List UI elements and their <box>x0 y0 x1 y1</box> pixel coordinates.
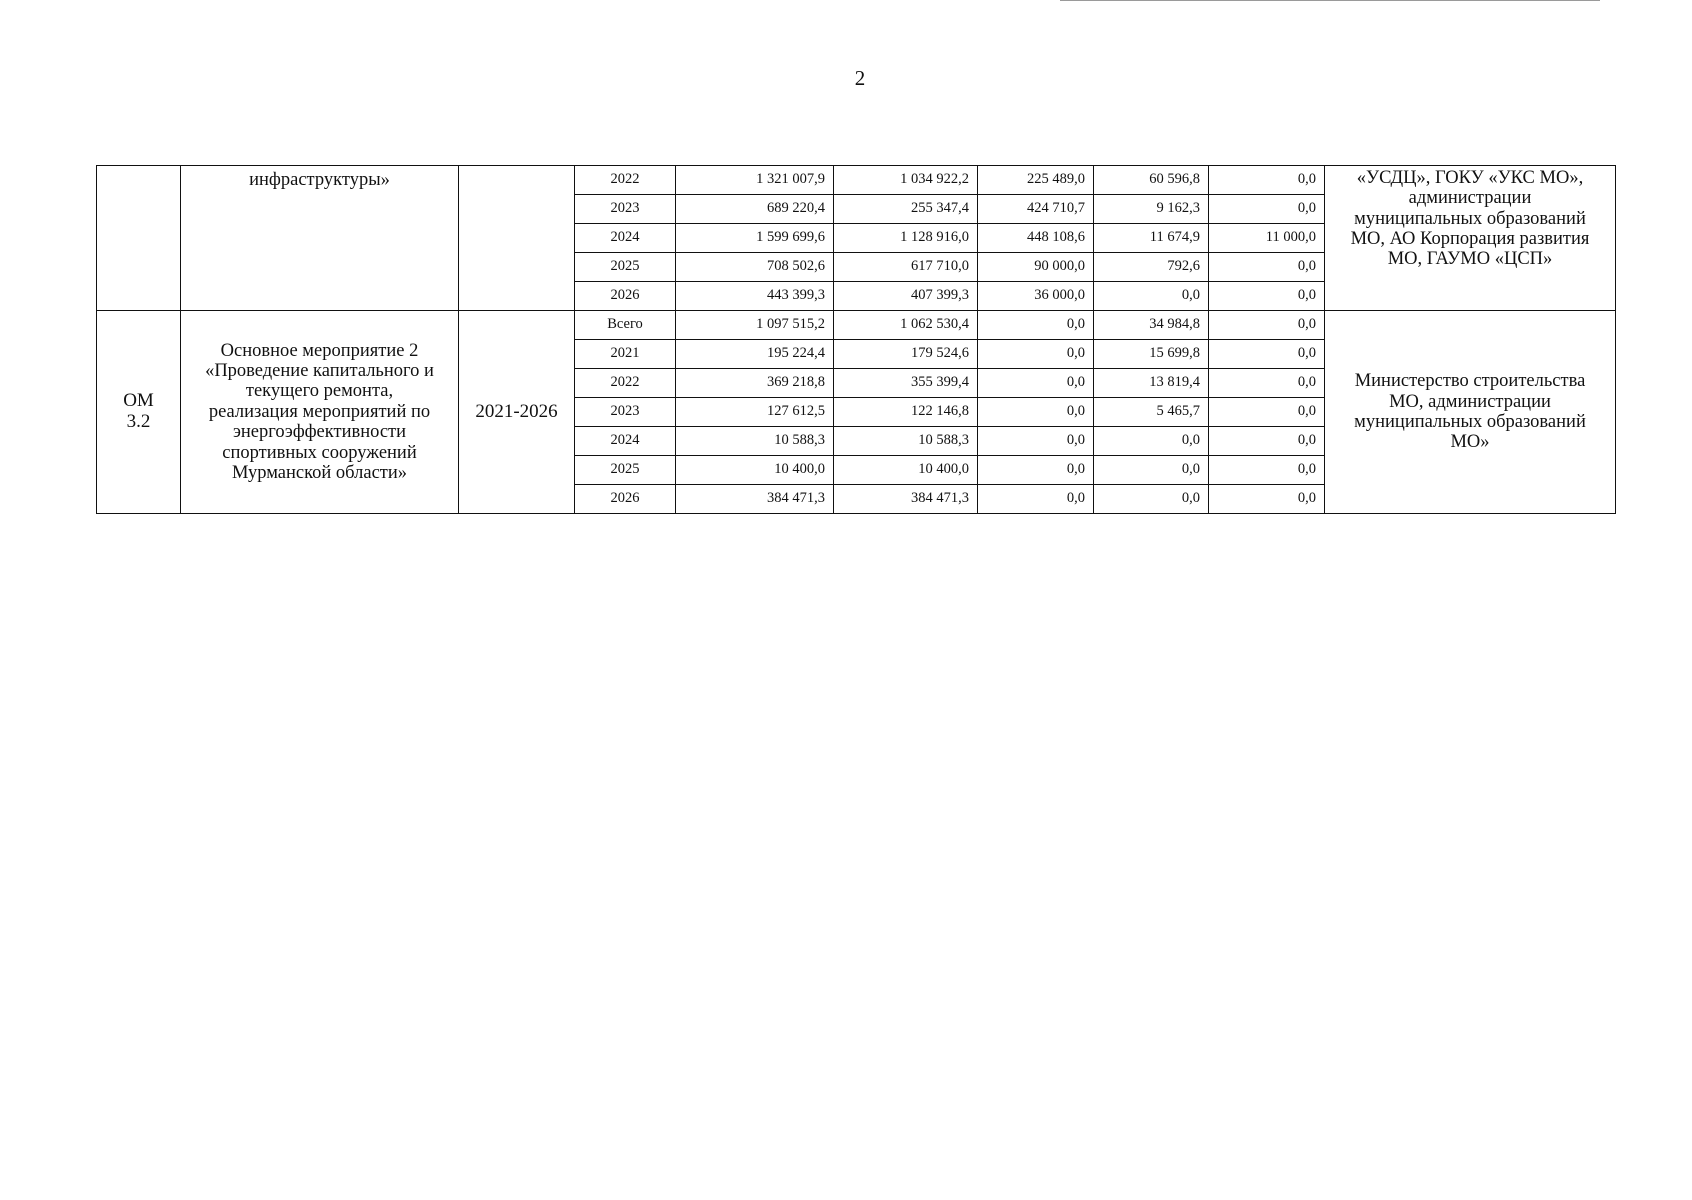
total-cell: 10 588,3 <box>676 427 834 456</box>
value-cell: 0,0 <box>1094 456 1209 485</box>
value-cell: 0,0 <box>978 340 1094 369</box>
total-cell: 127 612,5 <box>676 398 834 427</box>
value-cell: 0,0 <box>1209 253 1325 282</box>
year-cell: 2024 <box>575 224 676 253</box>
total-cell: 1 599 699,6 <box>676 224 834 253</box>
value-cell: 792,6 <box>1094 253 1209 282</box>
value-cell: 255 347,4 <box>834 195 978 224</box>
value-cell: 1 128 916,0 <box>834 224 978 253</box>
value-cell: 0,0 <box>978 398 1094 427</box>
value-cell: 0,0 <box>1209 282 1325 311</box>
total-cell: 1 097 515,2 <box>676 311 834 340</box>
value-cell: 0,0 <box>1094 427 1209 456</box>
value-cell: 0,0 <box>1209 311 1325 340</box>
year-cell: 2023 <box>575 398 676 427</box>
value-cell: 10 400,0 <box>834 456 978 485</box>
value-cell: 0,0 <box>1094 485 1209 514</box>
value-cell: 15 699,8 <box>1094 340 1209 369</box>
value-cell: 0,0 <box>1209 456 1325 485</box>
value-cell: 122 146,8 <box>834 398 978 427</box>
executors-cell: Министерство строительства МО, администрации муниципальных образований МО» <box>1325 311 1616 514</box>
value-cell: 384 471,3 <box>834 485 978 514</box>
table-row <box>97 166 1616 195</box>
value-cell: 0,0 <box>978 311 1094 340</box>
value-cell: 407 399,3 <box>834 282 978 311</box>
value-cell: 36 000,0 <box>978 282 1094 311</box>
scan-top-rule <box>1060 0 1600 1</box>
value-cell: 0,0 <box>1209 340 1325 369</box>
value-cell: 617 710,0 <box>834 253 978 282</box>
value-cell: 0,0 <box>1209 369 1325 398</box>
value-cell: 1 062 530,4 <box>834 311 978 340</box>
value-cell: 0,0 <box>1209 485 1325 514</box>
measure-period <box>459 166 575 311</box>
value-cell: 448 108,6 <box>978 224 1094 253</box>
value-cell: 424 710,7 <box>978 195 1094 224</box>
measure-name: Основное мероприятие 2 «Проведение капитального и текущего ремонта, реализация мероприятий по энергоэффективности спортивных сооружений Мурманской области» <box>181 311 459 514</box>
funding-table <box>96 165 1616 514</box>
value-cell: 0,0 <box>1094 282 1209 311</box>
value-cell: 60 596,8 <box>1094 166 1209 195</box>
total-cell: 10 400,0 <box>676 456 834 485</box>
total-cell: 708 502,6 <box>676 253 834 282</box>
total-cell: 1 321 007,9 <box>676 166 834 195</box>
value-cell: 9 162,3 <box>1094 195 1209 224</box>
measure-code <box>97 166 181 311</box>
year-cell: 2022 <box>575 166 676 195</box>
value-cell: 179 524,6 <box>834 340 978 369</box>
total-cell: 384 471,3 <box>676 485 834 514</box>
page-number: 2 <box>854 66 866 90</box>
year-cell: 2025 <box>575 456 676 485</box>
value-cell: 10 588,3 <box>834 427 978 456</box>
funding-table-body <box>97 166 1616 514</box>
total-cell: 369 218,8 <box>676 369 834 398</box>
value-cell: 1 034 922,2 <box>834 166 978 195</box>
value-cell: 5 465,7 <box>1094 398 1209 427</box>
year-cell: 2024 <box>575 427 676 456</box>
executors-cell: «УСДЦ», ГОКУ «УКС МО», администрации муниципальных образований МО, АО Корпорация развития МО, ГАУМО «ЦСП» <box>1325 166 1616 311</box>
year-cell: 2022 <box>575 369 676 398</box>
total-cell: 195 224,4 <box>676 340 834 369</box>
value-cell: 90 000,0 <box>978 253 1094 282</box>
value-cell: 0,0 <box>1209 427 1325 456</box>
value-cell: 0,0 <box>1209 398 1325 427</box>
measure-period: 2021-2026 <box>459 311 575 514</box>
measure-code: ОМ 3.2 <box>97 311 181 514</box>
year-cell: 2025 <box>575 253 676 282</box>
year-cell: 2026 <box>575 282 676 311</box>
value-cell: 0,0 <box>1209 166 1325 195</box>
value-cell: 0,0 <box>1209 195 1325 224</box>
table-row <box>97 311 1616 340</box>
total-cell: 443 399,3 <box>676 282 834 311</box>
year-cell: Всего <box>575 311 676 340</box>
value-cell: 355 399,4 <box>834 369 978 398</box>
year-cell: 2023 <box>575 195 676 224</box>
value-cell: 225 489,0 <box>978 166 1094 195</box>
measure-name: инфраструктуры» <box>181 166 459 311</box>
total-cell: 689 220,4 <box>676 195 834 224</box>
value-cell: 0,0 <box>978 485 1094 514</box>
value-cell: 11 674,9 <box>1094 224 1209 253</box>
value-cell: 13 819,4 <box>1094 369 1209 398</box>
value-cell: 11 000,0 <box>1209 224 1325 253</box>
year-cell: 2026 <box>575 485 676 514</box>
value-cell: 34 984,8 <box>1094 311 1209 340</box>
year-cell: 2021 <box>575 340 676 369</box>
value-cell: 0,0 <box>978 456 1094 485</box>
value-cell: 0,0 <box>978 427 1094 456</box>
value-cell: 0,0 <box>978 369 1094 398</box>
